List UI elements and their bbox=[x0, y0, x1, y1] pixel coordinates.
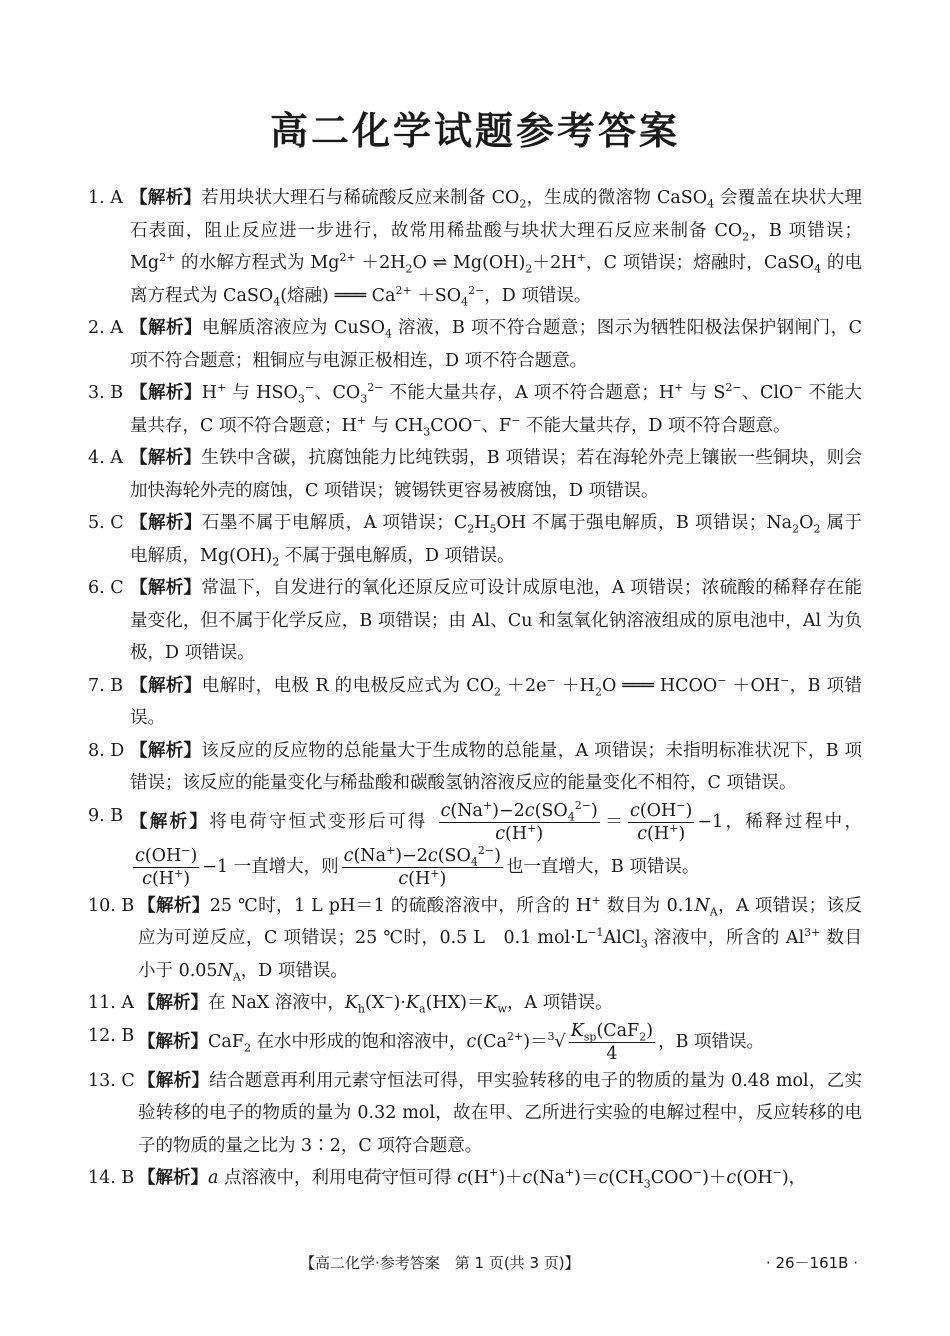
answer-explanation bbox=[138, 1162, 862, 1195]
answer-item bbox=[88, 670, 862, 735]
answer-item bbox=[88, 987, 862, 1020]
page-title: 高二化学试题参考答案 bbox=[269, 109, 680, 153]
answer-item bbox=[88, 312, 862, 377]
explanation-text: H+ 与 $HSO_3^-$、$CO_3^{2-}$ 不能大量共存，A 项不符合题意；H+ 与 $S^{2-}$、ClO− 不能大量共存，C 项不符合题意；H+ 与 $CH_3COO^-$、F− 不能大量共存，D 项不符合题意。 bbox=[130, 381, 862, 438]
answer-item bbox=[88, 1162, 862, 1195]
explanation-text: 结合题意再利用元素守恒法可得，甲实验转移的电子的物质的量为 0.48 mol，乙实验转移的电子的物质的量为 0.32 mol，故在甲、乙所进行实验的电解过程中，反应转移的电子的物质的量之比为 3∶2，C 项符合题意。 bbox=[138, 1070, 862, 1156]
answer-explanation bbox=[130, 670, 862, 735]
analysis-tag: 【解析】 bbox=[130, 811, 210, 832]
analysis-tag: 【解析】 bbox=[130, 740, 202, 761]
explanation-text: 生铁中含碳，抗腐蚀能力比纯铁弱，B 项错误；若在海轮外壳上镶嵌一些铜块，则会加快海轮外壳的腐蚀，C 项错误；镀锡铁更容易被腐蚀，D 项错误。 bbox=[130, 448, 862, 501]
answer-item bbox=[88, 182, 862, 312]
explanation-text: 若用块状大理石与稀硫酸反应来制备 $CO_2$，生成的微溶物 CaSO$_4$ 会覆盖在块状大理石表面，阻止反应进一步进行，故常用稀盐酸与块状大理石反应来制备 $CO_2$，B 项错误；$Mg^{2+}$ 的水解方程式为 $Mg^{2+} +2H_2O$ ⇌ $Mg(OH)_2+2H^+$，C 项错误；熔融时，CaSO$_4$ 的电离方程式为 CaSO$_4$(熔融) ═══ $Ca^{2+} +SO_4^{2-}$，D 项错误。 bbox=[130, 188, 862, 308]
analysis-tag: 【解析】 bbox=[138, 1070, 210, 1091]
answer-item bbox=[88, 800, 862, 890]
analysis-tag: 【解析】 bbox=[130, 513, 202, 533]
explanation-text: 电解时，电极 R 的电极反应式为 $CO_2 +2e^- +H_2O$ ═══ HCOO− ＋OH−，B 项错误。 bbox=[130, 673, 862, 728]
explanation-text: 将电荷守恒式变形后可得 $\frac{c(Na^+)-2c(SO_4^{2-})}{c(H^+)}$ ＝ $\frac{c(OH^-)}{c(H^+)}$ −1，稀释过程中， $\frac{c(OH^-)}{c(H^+)}$ −1 一直增大，则 $\frac{c(Na^+)-2c(SO_4^{2-})}{c(H^+)}$ 也一直增大，B 项错误。 bbox=[135, 798, 863, 889]
analysis-tag: 【解析】 bbox=[138, 1168, 208, 1188]
answer-item bbox=[88, 1020, 862, 1065]
answer-explanation bbox=[138, 1065, 862, 1163]
answer-number: 6. C bbox=[88, 578, 124, 598]
answer-item bbox=[88, 377, 862, 442]
answer-explanation bbox=[130, 735, 862, 800]
answer-number: 2. A bbox=[88, 318, 123, 338]
answer-item bbox=[88, 572, 862, 670]
analysis-tag: 【解析】 bbox=[130, 675, 202, 696]
answer-explanation bbox=[130, 182, 862, 312]
answer-list bbox=[88, 182, 862, 1195]
answer-number: 5. C bbox=[88, 513, 124, 533]
explanation-text: 在 NaX 溶液中，$K_h(X^-)\cdot K_a(HX)=K_w$，A 项错误。 bbox=[208, 991, 613, 1016]
analysis-tag: 【解析】 bbox=[130, 318, 202, 338]
answer-explanation bbox=[130, 442, 862, 507]
answer-explanation bbox=[138, 1020, 862, 1065]
answer-item bbox=[88, 507, 862, 572]
explanation-text: 该反应的反应物的总能量大于生成物的总能量，A 项错误；未指明标准状况下，B 项错误；该反应的能量变化与稀盐酸和碳酸氢钠溶液反应的能量变化不相符，C 项错误。 bbox=[130, 740, 863, 793]
answer-number: 13. C bbox=[88, 1070, 135, 1091]
answer-explanation bbox=[138, 987, 862, 1020]
answer-explanation bbox=[130, 377, 862, 442]
answer-number: 11. A bbox=[88, 993, 135, 1013]
answer-item bbox=[88, 1065, 862, 1163]
answer-explanation bbox=[130, 572, 862, 670]
analysis-tag: 【解析】 bbox=[138, 895, 210, 916]
answer-number: 12. B bbox=[88, 1025, 135, 1046]
answer-explanation bbox=[130, 507, 862, 572]
explanation-text: 电解质溶液应为 CuSO$_4$ 溶液，B 项不符合题意；图示为牺牲阳极法保护钢闸门，C 项不符合题意；粗铜应与电源正极相连，D 项不符合题意。 bbox=[130, 318, 863, 371]
analysis-tag: 【解析】 bbox=[130, 383, 202, 403]
analysis-tag: 【解析】 bbox=[138, 993, 208, 1013]
answer-item bbox=[88, 890, 862, 988]
answer-number: 4. A bbox=[88, 448, 123, 468]
explanation-text: a 点溶液中，利用电荷守恒可得 $c(H^+)+c(Na^+)=c(CH_3COO^-)+c(OH^-)$， bbox=[208, 1166, 807, 1191]
footer-page-info: 【高二化学·参考答案 第 1 页(共 3 页)】 bbox=[300, 1254, 580, 1272]
answer-number: 1. A bbox=[88, 188, 123, 208]
answer-number: 14. B bbox=[88, 1168, 135, 1188]
footer-code: · 26－161B · bbox=[765, 1254, 858, 1272]
explanation-text: CaF$_2$ 在水中形成的饱和溶液中，$c(Ca^{2+})=^3√$ $\frac{K_{sp}(CaF_2)}{4}$ ，B 项错误。 bbox=[208, 1020, 765, 1064]
analysis-tag: 【解析】 bbox=[138, 1031, 208, 1052]
analysis-tag: 【解析】 bbox=[130, 578, 202, 598]
answer-number: 7. B bbox=[88, 675, 124, 696]
explanation-text: 石墨不属于电解质，A 项错误；$C_2H_5OH$ 不属于强电解质，B 项错误；$Na_2O_2$ 属于电解质，$Mg(OH)_2$ 不属于强电解质，D 项错误。 bbox=[130, 513, 863, 568]
answer-number: 10. B bbox=[88, 895, 135, 916]
answer-explanation bbox=[138, 890, 862, 988]
answer-number: 9. B bbox=[88, 805, 124, 826]
answer-item bbox=[88, 442, 862, 507]
answer-explanation bbox=[130, 800, 862, 890]
answer-number: 8. D bbox=[88, 740, 125, 761]
analysis-tag: 【解析】 bbox=[130, 448, 202, 468]
explanation-text: 25 ℃时，1 L pH＝1 的硫酸溶液中，所含的 H+ 数目为 $0.1N_A$，A 项错误；该反应为可逆反应，C 项错误；25 ℃时，0.5 L 0.1 $mol\cdot L^{-1}AlCl_3$ 溶液中，所含的 $Al^{3+}$ 数目小于 $0.05N_A$，D 项错误。 bbox=[138, 893, 863, 983]
answer-number: 3. B bbox=[88, 383, 124, 403]
answer-explanation bbox=[130, 312, 862, 377]
explanation-text: 常温下，自发进行的氧化还原反应可设计成原电池，A 项错误；浓硫酸的稀释存在能量变化，但不属于化学反应，B 项错误；由 Al、Cu 和氢氧化钠溶液组成的原电池中，Al 为负极，D 项错误。 bbox=[130, 578, 863, 663]
analysis-tag: 【解析】 bbox=[130, 188, 202, 208]
answer-item bbox=[88, 735, 862, 800]
page-footer bbox=[0, 1252, 950, 1280]
